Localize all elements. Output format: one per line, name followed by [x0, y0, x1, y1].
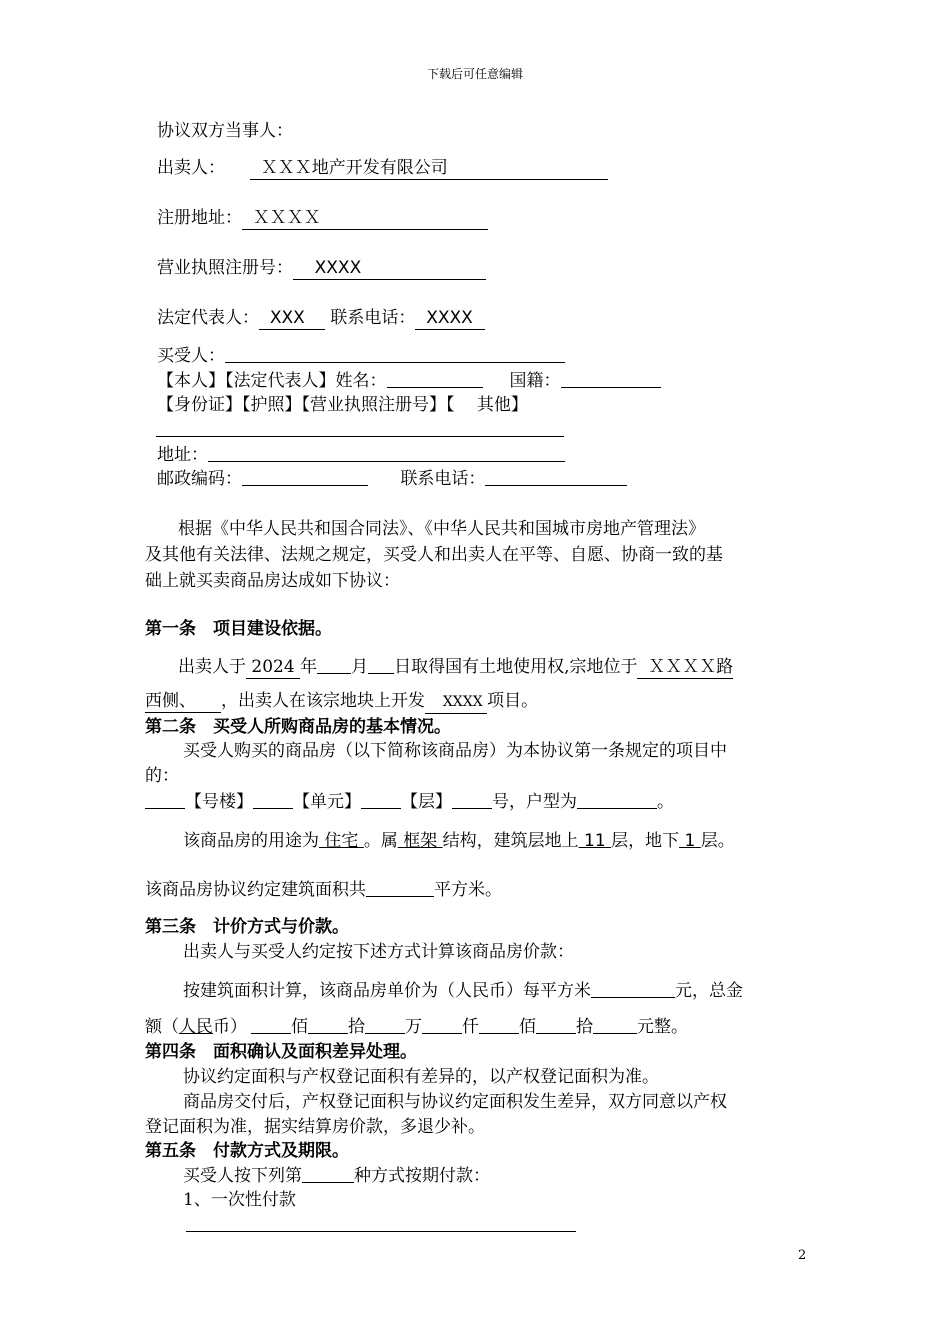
buyer-name-field	[387, 370, 483, 388]
unit-blank	[253, 791, 293, 809]
article3-line-3	[145, 1016, 688, 1038]
legal-rep-label: 法定代表人：	[157, 308, 259, 328]
seller-line	[157, 157, 225, 179]
page-number: 2	[798, 1248, 807, 1263]
article4-line-1: 协议约定面积与产权登记面积有差异的，以产权登记面积为准。	[183, 1067, 659, 1087]
buyer-role-line	[157, 370, 661, 392]
use-value-text: 住宅	[324, 831, 359, 851]
reg-address-label: 注册地址：	[157, 208, 242, 228]
article1-title: 第一条 项目建设依据。	[145, 619, 332, 639]
phone-underline	[415, 307, 485, 330]
amount-shi-blank	[308, 1016, 348, 1034]
price-text-b: 元，总金	[675, 981, 743, 1001]
phone: XXXX	[426, 308, 473, 328]
project-name-value: XXXX	[442, 694, 483, 710]
amount-bai: 佰	[291, 1017, 308, 1037]
buyer-label: 买受人：	[157, 346, 225, 366]
reg-address: ＸＸＸＸ	[252, 208, 321, 228]
article1-text-f: 项目。	[487, 691, 539, 711]
buyer-role-label: 【本人】【法定代表人】姓名：	[157, 371, 387, 391]
seller-name-underline	[250, 157, 608, 180]
amount-wan-blank	[365, 1016, 405, 1034]
postcode-field	[242, 468, 368, 486]
area-blank	[366, 879, 434, 897]
buyer-line	[157, 345, 565, 367]
structure-value	[398, 831, 443, 851]
article1-text-e: ，出卖人在该宗地块上开发	[221, 691, 425, 711]
payment-text-a: 买受人按下列第	[183, 1166, 302, 1186]
floors-below-value: 1	[684, 831, 696, 851]
article1-line-1	[178, 656, 733, 679]
page-header: 下载后可任意编辑	[426, 67, 523, 81]
article2-area-line	[145, 879, 502, 901]
use-text-b: 。属	[363, 831, 398, 851]
article3-title: 第三条 计价方式与价款。	[145, 917, 349, 937]
amount-qian: 仟	[462, 1017, 479, 1037]
total-text-c: 币）	[213, 1017, 247, 1037]
seller-name: ＸＸＸ地产开发有限公司	[260, 158, 448, 178]
use-text-e: 层。	[700, 831, 735, 851]
use-value	[319, 831, 364, 851]
floor-label: 【层】	[401, 792, 452, 812]
id-number-blank	[156, 436, 564, 437]
article4-line-2: 商品房交付后，产权登记面积与协议约定面积发生差异，双方同意以产权	[183, 1092, 727, 1112]
article5-line-1	[183, 1165, 490, 1187]
legal-rep-underline	[259, 307, 325, 330]
unit-label: 【单元】	[293, 792, 361, 812]
seller-label: 出卖人：	[157, 158, 225, 178]
preamble-line-1: 根据《中华人民共和国合同法》、《中华人民共和国城市房地产管理法》	[178, 519, 705, 539]
buyer-phone-field	[485, 468, 627, 486]
legal-rep-line	[157, 307, 485, 330]
article2-line-2: 的：	[145, 766, 179, 786]
nationality-field	[561, 370, 661, 388]
article1-line-2	[145, 690, 538, 714]
license-number: XXXX	[314, 258, 362, 278]
total-text-b: 人民	[179, 1017, 213, 1037]
legal-rep: XXX	[269, 308, 305, 328]
land-location-cont	[145, 690, 221, 713]
preamble-line-3: 础上就买卖商品房达成如下协议：	[145, 571, 400, 591]
amount-end: 元整。	[637, 1017, 688, 1037]
seller-name-field	[250, 157, 608, 180]
article2-house-line	[145, 791, 674, 813]
floors-above	[579, 831, 611, 851]
land-location	[637, 656, 733, 679]
article2-line-1: 买受人购买的商品房（以下简称该商品房）为本协议第一条规定的项目中	[183, 741, 727, 761]
license-underline	[293, 257, 486, 280]
area-text-a: 该商品房协议约定建筑面积共	[145, 880, 366, 900]
use-text-a: 该商品房的用途为	[183, 831, 319, 851]
article3-line-2	[183, 980, 743, 1002]
payment-item-1: 1、一次性付款	[183, 1190, 296, 1210]
payment-text-b: 种方式按期付款：	[354, 1166, 490, 1186]
unit-price-blank	[591, 980, 675, 998]
article4-line-3: 登记面积为准，据实结算房价款，多退少补。	[145, 1117, 485, 1137]
land-month-blank	[317, 656, 351, 674]
license-line	[157, 257, 486, 280]
address-field	[208, 444, 565, 462]
article2-use-line	[183, 830, 735, 852]
floors-above-value: 11	[584, 831, 606, 851]
article1-text-a: 出卖人于	[178, 657, 246, 677]
amount-bai-blank	[251, 1016, 291, 1034]
amount-bai2: 佰	[519, 1017, 536, 1037]
postcode-line	[157, 468, 627, 490]
area-text-b: 平方米。	[434, 880, 502, 900]
buyer-phone-label: 联系电话：	[400, 469, 486, 489]
amount-shi: 拾	[348, 1017, 365, 1037]
payment-method-blank	[302, 1165, 354, 1183]
project-name	[425, 691, 487, 714]
article4-title: 第四条 面积确认及面积差异处理。	[145, 1042, 417, 1062]
article1-text-b: 年	[300, 657, 318, 677]
use-text-d: 层，地下	[611, 831, 680, 851]
land-location-value: ＸＸＸＸ路	[648, 657, 734, 677]
layout-blank	[577, 791, 657, 809]
land-day-blank	[368, 656, 394, 674]
building-label: 【号楼】	[185, 792, 253, 812]
floors-below	[679, 831, 701, 851]
nationality-label: 国籍：	[509, 371, 561, 391]
structure-value-text: 框架	[403, 831, 438, 851]
amount-wan: 万	[405, 1017, 422, 1037]
article2-title: 第二条 买受人所购商品房的基本情况。	[145, 717, 451, 737]
amount-shi2: 拾	[576, 1017, 593, 1037]
buyer-name-blank	[225, 345, 565, 363]
use-text-c: 结构，建筑层地上	[442, 831, 579, 851]
phone-label: 联系电话：	[330, 308, 416, 328]
house-line-end: 。	[657, 792, 674, 812]
article3-line-1: 出卖人与买受人约定按下述方式计算该商品房价款：	[183, 942, 574, 962]
land-year	[246, 656, 300, 679]
postcode-label: 邮政编码：	[157, 469, 242, 489]
amount-shi2-blank	[536, 1016, 576, 1034]
article1-text-d: 日取得国有土地使用权,宗地位于	[394, 657, 638, 677]
floor-blank	[361, 791, 401, 809]
article5-title: 第五条 付款方式及期限。	[145, 1141, 349, 1161]
land-year-value: 2024	[251, 657, 295, 677]
amount-qian-blank	[422, 1016, 462, 1034]
address-line	[157, 444, 565, 466]
total-text-a: 额（	[145, 1017, 179, 1037]
amount-bai2-blank	[479, 1016, 519, 1034]
license-label: 营业执照注册号：	[157, 258, 293, 278]
parties-intro: 协议双方当事人：	[157, 121, 293, 141]
land-location-value-2: 西侧、	[145, 691, 196, 711]
amount-yuan-blank	[593, 1016, 637, 1034]
address-label: 地址：	[157, 445, 208, 465]
preamble-line-2: 及其他有关法律、法规之规定，买受人和出卖人在平等、自愿、协商一致的基	[145, 545, 723, 565]
reg-address-underline	[242, 207, 488, 230]
building-blank	[145, 791, 185, 809]
room-label: 号，户型为	[492, 792, 577, 812]
reg-address-line	[157, 207, 488, 230]
payment-item-1-blank	[186, 1231, 576, 1232]
price-text-a: 按建筑面积计算，该商品房单价为（人民币）每平方米	[183, 981, 591, 1001]
article1-text-c: 月	[351, 657, 369, 677]
room-blank	[452, 791, 492, 809]
id-type-line: 【身份证】【护照】【营业执照注册号】【 其他】	[157, 395, 528, 415]
